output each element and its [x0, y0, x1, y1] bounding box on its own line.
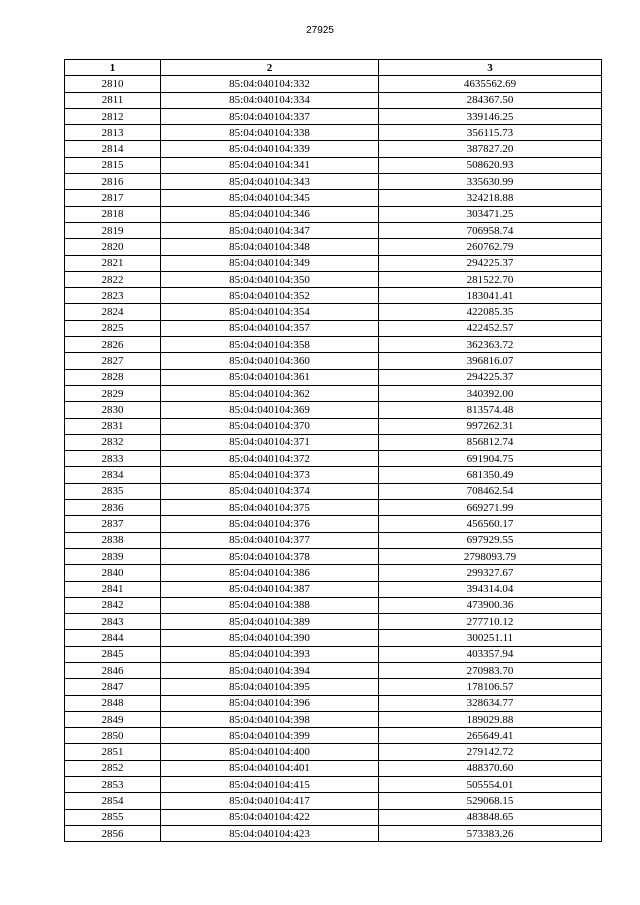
row-number-cell: 2844 — [65, 630, 161, 646]
cadastral-number-cell: 85:04:040104:352 — [161, 288, 379, 304]
page-number: 27925 — [306, 25, 334, 36]
row-number-cell: 2842 — [65, 597, 161, 613]
cadastral-number-cell: 85:04:040104:389 — [161, 614, 379, 630]
cadastral-number-cell: 85:04:040104:393 — [161, 646, 379, 662]
table-row — [65, 744, 602, 760]
cadastral-value-cell: 183041.41 — [379, 288, 602, 304]
table-row — [65, 255, 602, 271]
cadastral-value-cell: 396816.07 — [379, 353, 602, 369]
row-number-cell: 2825 — [65, 320, 161, 336]
table-row — [65, 125, 602, 141]
table-row — [65, 76, 602, 92]
cadastral-number-cell: 85:04:040104:345 — [161, 190, 379, 206]
table-row — [65, 760, 602, 776]
row-number-cell: 2831 — [65, 418, 161, 434]
table-row — [65, 500, 602, 516]
cadastral-number-cell: 85:04:040104:332 — [161, 76, 379, 92]
cadastral-number-cell: 85:04:040104:358 — [161, 337, 379, 353]
cadastral-number-cell: 85:04:040104:401 — [161, 760, 379, 776]
row-number-cell: 2821 — [65, 255, 161, 271]
row-number-cell: 2827 — [65, 353, 161, 369]
table-row — [65, 597, 602, 613]
cadastral-value-cell: 328634.77 — [379, 695, 602, 711]
table-row — [65, 679, 602, 695]
cadastral-number-cell: 85:04:040104:387 — [161, 581, 379, 597]
row-number-cell: 2833 — [65, 451, 161, 467]
cadastral-number-cell: 85:04:040104:346 — [161, 206, 379, 222]
table-row — [65, 646, 602, 662]
cadastral-number-cell: 85:04:040104:348 — [161, 239, 379, 255]
table-row — [65, 288, 602, 304]
cadastral-value-cell: 508620.93 — [379, 157, 602, 173]
table-row — [65, 548, 602, 564]
cadastral-value-cell: 265649.41 — [379, 728, 602, 744]
cadastral-value-cell: 697929.55 — [379, 532, 602, 548]
table-row — [65, 108, 602, 124]
table-row — [65, 92, 602, 108]
row-number-cell: 2820 — [65, 239, 161, 255]
cadastral-value-cell: 997262.31 — [379, 418, 602, 434]
cadastral-value-cell: 339146.25 — [379, 108, 602, 124]
cadastral-value-cell: 573383.26 — [379, 825, 602, 841]
cadastral-number-cell: 85:04:040104:372 — [161, 451, 379, 467]
cadastral-number-cell: 85:04:040104:361 — [161, 369, 379, 385]
cadastral-value-cell: 456560.17 — [379, 516, 602, 532]
row-number-cell: 2846 — [65, 662, 161, 678]
cadastral-number-cell: 85:04:040104:370 — [161, 418, 379, 434]
cadastral-number-cell: 85:04:040104:390 — [161, 630, 379, 646]
table-row — [65, 662, 602, 678]
cadastral-value-cell: 356115.73 — [379, 125, 602, 141]
table-row — [65, 304, 602, 320]
table-row — [65, 728, 602, 744]
row-number-cell: 2853 — [65, 777, 161, 793]
cadastral-value-cell: 422452.57 — [379, 320, 602, 336]
row-number-cell: 2841 — [65, 581, 161, 597]
row-number-cell: 2830 — [65, 402, 161, 418]
cadastral-number-cell: 85:04:040104:396 — [161, 695, 379, 711]
table-row — [65, 174, 602, 190]
row-number-cell: 2836 — [65, 500, 161, 516]
row-number-cell: 2823 — [65, 288, 161, 304]
cadastral-value-cell: 270983.70 — [379, 662, 602, 678]
cadastral-value-cell: 277710.12 — [379, 614, 602, 630]
row-number-cell: 2829 — [65, 385, 161, 401]
table-row — [65, 467, 602, 483]
cadastral-value-cell: 681350.49 — [379, 467, 602, 483]
cadastral-number-cell: 85:04:040104:338 — [161, 125, 379, 141]
cadastral-value-cell: 4635562.69 — [379, 76, 602, 92]
cadastral-value-cell: 2798093.79 — [379, 548, 602, 564]
cadastral-number-cell: 85:04:040104:376 — [161, 516, 379, 532]
cadastral-number-cell: 85:04:040104:369 — [161, 402, 379, 418]
cadastral-value-cell: 403357.94 — [379, 646, 602, 662]
table-row — [65, 483, 602, 499]
row-number-cell: 2822 — [65, 271, 161, 287]
cadastral-value-table — [64, 59, 602, 842]
cadastral-value-cell: 284367.50 — [379, 92, 602, 108]
row-number-cell: 2828 — [65, 369, 161, 385]
table-row — [65, 190, 602, 206]
cadastral-number-cell: 85:04:040104:415 — [161, 777, 379, 793]
cadastral-number-cell: 85:04:040104:371 — [161, 434, 379, 450]
table-row — [65, 809, 602, 825]
table-row — [65, 157, 602, 173]
table-row — [65, 777, 602, 793]
cadastral-value-cell: 294225.37 — [379, 255, 602, 271]
cadastral-value-cell: 300251.11 — [379, 630, 602, 646]
row-number-cell: 2839 — [65, 548, 161, 564]
table-body — [65, 76, 602, 842]
table-row — [65, 239, 602, 255]
row-number-cell: 2856 — [65, 825, 161, 841]
header-row — [65, 60, 602, 76]
cadastral-value-cell: 529068.15 — [379, 793, 602, 809]
cadastral-value-cell: 279142.72 — [379, 744, 602, 760]
table-row — [65, 320, 602, 336]
row-number-cell: 2817 — [65, 190, 161, 206]
cadastral-number-cell: 85:04:040104:375 — [161, 500, 379, 516]
cadastral-value-cell: 691904.75 — [379, 451, 602, 467]
row-number-cell: 2838 — [65, 532, 161, 548]
row-number-cell: 2826 — [65, 337, 161, 353]
table-row — [65, 434, 602, 450]
cadastral-number-cell: 85:04:040104:377 — [161, 532, 379, 548]
row-number-cell: 2815 — [65, 157, 161, 173]
column-header-3: 3 — [379, 60, 602, 76]
cadastral-number-cell: 85:04:040104:399 — [161, 728, 379, 744]
table-row — [65, 711, 602, 727]
table-row — [65, 271, 602, 287]
cadastral-number-cell: 85:04:040104:422 — [161, 809, 379, 825]
cadastral-value-cell: 260762.79 — [379, 239, 602, 255]
cadastral-value-cell: 669271.99 — [379, 500, 602, 516]
cadastral-value-cell: 340392.00 — [379, 385, 602, 401]
cadastral-value-cell: 483848.65 — [379, 809, 602, 825]
cadastral-value-cell: 856812.74 — [379, 434, 602, 450]
cadastral-number-cell: 85:04:040104:373 — [161, 467, 379, 483]
row-number-cell: 2835 — [65, 483, 161, 499]
row-number-cell: 2814 — [65, 141, 161, 157]
row-number-cell: 2847 — [65, 679, 161, 695]
table-row — [65, 206, 602, 222]
cadastral-value-cell: 422085.35 — [379, 304, 602, 320]
row-number-cell: 2832 — [65, 434, 161, 450]
cadastral-number-cell: 85:04:040104:357 — [161, 320, 379, 336]
table-row — [65, 630, 602, 646]
row-number-cell: 2843 — [65, 614, 161, 630]
cadastral-number-cell: 85:04:040104:386 — [161, 565, 379, 581]
cadastral-number-cell: 85:04:040104:374 — [161, 483, 379, 499]
row-number-cell: 2837 — [65, 516, 161, 532]
cadastral-value-cell: 324218.88 — [379, 190, 602, 206]
cadastral-value-cell: 335630.99 — [379, 174, 602, 190]
row-number-cell: 2855 — [65, 809, 161, 825]
cadastral-number-cell: 85:04:040104:417 — [161, 793, 379, 809]
cadastral-number-cell: 85:04:040104:378 — [161, 548, 379, 564]
row-number-cell: 2851 — [65, 744, 161, 760]
row-number-cell: 2852 — [65, 760, 161, 776]
cadastral-number-cell: 85:04:040104:360 — [161, 353, 379, 369]
table-row — [65, 532, 602, 548]
cadastral-number-cell: 85:04:040104:347 — [161, 222, 379, 238]
row-number-cell: 2854 — [65, 793, 161, 809]
cadastral-value-cell: 281522.70 — [379, 271, 602, 287]
cadastral-value-cell: 505554.01 — [379, 777, 602, 793]
table-row — [65, 614, 602, 630]
row-number-cell: 2819 — [65, 222, 161, 238]
cadastral-number-cell: 85:04:040104:354 — [161, 304, 379, 320]
row-number-cell: 2834 — [65, 467, 161, 483]
cadastral-number-cell: 85:04:040104:398 — [161, 711, 379, 727]
table-row — [65, 451, 602, 467]
table-row — [65, 385, 602, 401]
table-row — [65, 353, 602, 369]
cadastral-value-cell: 189029.88 — [379, 711, 602, 727]
row-number-cell: 2840 — [65, 565, 161, 581]
cadastral-number-cell: 85:04:040104:400 — [161, 744, 379, 760]
row-number-cell: 2848 — [65, 695, 161, 711]
cadastral-value-cell: 813574.48 — [379, 402, 602, 418]
row-number-cell: 2816 — [65, 174, 161, 190]
table-row — [65, 402, 602, 418]
cadastral-number-cell: 85:04:040104:339 — [161, 141, 379, 157]
table-row — [65, 418, 602, 434]
cadastral-value-cell: 394314.04 — [379, 581, 602, 597]
cadastral-number-cell: 85:04:040104:350 — [161, 271, 379, 287]
table-row — [65, 222, 602, 238]
cadastral-value-cell: 303471.25 — [379, 206, 602, 222]
column-header-1: 1 — [65, 60, 161, 76]
cadastral-value-cell: 708462.54 — [379, 483, 602, 499]
cadastral-number-cell: 85:04:040104:362 — [161, 385, 379, 401]
table-row — [65, 581, 602, 597]
cadastral-number-cell: 85:04:040104:388 — [161, 597, 379, 613]
cadastral-number-cell: 85:04:040104:343 — [161, 174, 379, 190]
cadastral-number-cell: 85:04:040104:394 — [161, 662, 379, 678]
table-row — [65, 337, 602, 353]
cadastral-value-cell: 387827.20 — [379, 141, 602, 157]
cadastral-number-cell: 85:04:040104:334 — [161, 92, 379, 108]
cadastral-value-cell: 706958.74 — [379, 222, 602, 238]
cadastral-value-cell: 488370.60 — [379, 760, 602, 776]
cadastral-value-cell: 299327.67 — [379, 565, 602, 581]
cadastral-value-cell: 294225.37 — [379, 369, 602, 385]
column-header-2: 2 — [161, 60, 379, 76]
table-row — [65, 141, 602, 157]
cadastral-value-cell: 473900.36 — [379, 597, 602, 613]
cadastral-number-cell: 85:04:040104:349 — [161, 255, 379, 271]
table-row — [65, 825, 602, 841]
cadastral-number-cell: 85:04:040104:341 — [161, 157, 379, 173]
table-row — [65, 793, 602, 809]
row-number-cell: 2813 — [65, 125, 161, 141]
table-header — [65, 60, 602, 76]
row-number-cell: 2824 — [65, 304, 161, 320]
table-row — [65, 516, 602, 532]
table-row — [65, 369, 602, 385]
cadastral-value-cell: 362363.72 — [379, 337, 602, 353]
row-number-cell: 2845 — [65, 646, 161, 662]
row-number-cell: 2811 — [65, 92, 161, 108]
cadastral-number-cell: 85:04:040104:337 — [161, 108, 379, 124]
row-number-cell: 2849 — [65, 711, 161, 727]
cadastral-number-cell: 85:04:040104:423 — [161, 825, 379, 841]
row-number-cell: 2818 — [65, 206, 161, 222]
table-row — [65, 695, 602, 711]
cadastral-value-cell: 178106.57 — [379, 679, 602, 695]
row-number-cell: 2812 — [65, 108, 161, 124]
row-number-cell: 2850 — [65, 728, 161, 744]
table-row — [65, 565, 602, 581]
cadastral-number-cell: 85:04:040104:395 — [161, 679, 379, 695]
row-number-cell: 2810 — [65, 76, 161, 92]
